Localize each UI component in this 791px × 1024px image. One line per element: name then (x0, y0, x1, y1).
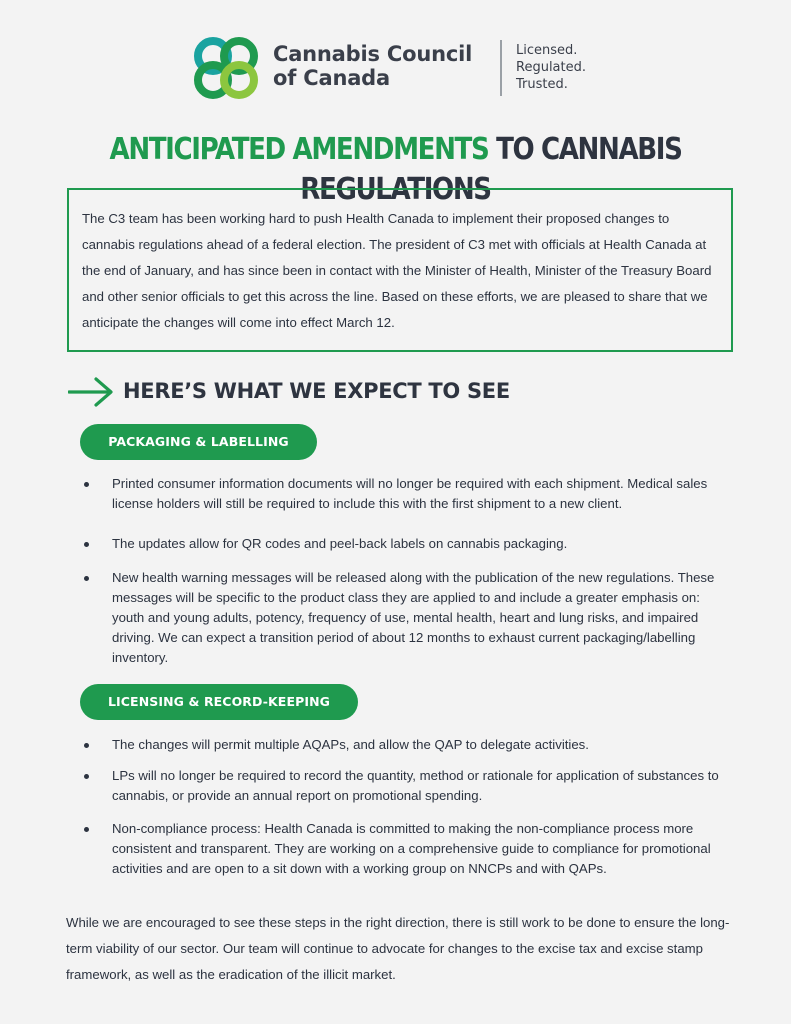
packaging-labelling-label: PACKAGING & LABELLING (80, 424, 317, 460)
licensing-list (80, 735, 730, 879)
tagline-licensed: Licensed. (516, 43, 578, 58)
org-name-line1: Cannabis Council (273, 42, 473, 66)
intro-box (67, 188, 733, 352)
tagline-regulated: Regulated. (516, 60, 586, 75)
title-highlight: ANTICIPATED AMENDMENTS (109, 132, 489, 167)
header (0, 28, 791, 110)
closing-paragraph: While we are encouraged to see these steps in the right direction, there is still work to be done to ensure the long-term viability of our sector. Our team will continue to advocate for changes to the excise tax and excise stamp framework, as well as the eradication of the illicit market. (66, 915, 730, 982)
title-rest: TO CANNABIS REGULATIONS (300, 132, 682, 207)
intro-text: The C3 team has been working hard to push Health Canada to implement their proposed changes to cannabis regulations ahead of a federal election. The president of C3 met with officials at Health Canada at the end of January, and has since been in contact with the Minister of Health, Minister of the Treasury Board and other senior officials to get this across the line. Based on these efforts, we are pleased to share that we anticipate the changes will come into effect March 12. (82, 211, 712, 330)
section-heading (68, 373, 528, 409)
list-item: The changes will permit multiple AQAPs, and allow the QAP to delegate activities. (80, 735, 730, 755)
tagline-trusted: Trusted. (516, 77, 568, 92)
arrow-right-icon (68, 377, 114, 407)
packaging-list (80, 474, 730, 668)
tagline (516, 42, 586, 93)
list-item: New health warning messages will be released along with the publication of the new regulations. These messages will be specific to the product class they are applied to and include a greater emphasis on: youth and young adults, potency, frequency of use, mental health, heart and lung risks, and impaired driving. We can expect a transition period of about 12 months to exhaust current packaging/labelling inventory. (80, 568, 730, 668)
c3-logo-icon (188, 32, 264, 104)
header-divider (500, 40, 502, 96)
section-heading-text: HERE’S WHAT WE EXPECT TO SEE (123, 379, 510, 403)
list-item: Printed consumer information documents will no longer be required with each shipment. Medical sales license holders will still be required to include this with the first shipment to a new client. (80, 474, 730, 514)
list-item: The updates allow for QR codes and peel-back labels on cannabis packaging. (80, 534, 730, 554)
licensing-record-keeping-label: LICENSING & RECORD-KEEPING (80, 684, 358, 720)
list-item: Non-compliance process: Health Canada is committed to making the non-compliance process more consistent and transparent. They are working on a comprehensive guide to compliance for promotional activities and are open to a sit down with a working group on NNCPs and with QAPs. (80, 819, 730, 879)
org-name-line2: of Canada (273, 66, 390, 90)
org-name (273, 42, 472, 90)
list-item: LPs will no longer be required to record the quantity, method or rationale for application of substances to cannabis, or provide an annual report on promotional spending. (80, 766, 730, 806)
